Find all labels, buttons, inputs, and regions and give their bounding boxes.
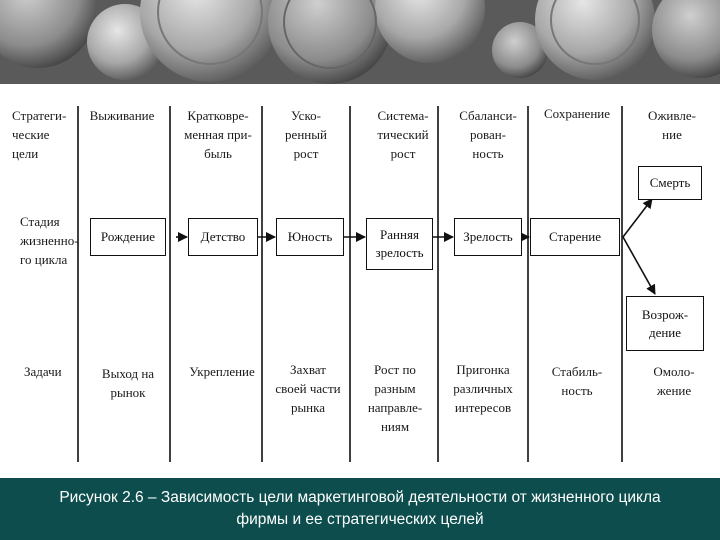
arrow-rebirth bbox=[623, 237, 655, 294]
stage-youth-box: Юность bbox=[276, 218, 344, 256]
stage-rebirth-box: Возрож- дение bbox=[626, 296, 704, 351]
figure-caption bbox=[0, 478, 720, 540]
goal-accelerated-growth: Уско- ренный рост bbox=[285, 108, 327, 161]
separator-band bbox=[0, 462, 720, 478]
stage-aging-box: Старение bbox=[530, 218, 620, 256]
stage-header: Стадия жизненно- го цикла bbox=[20, 214, 79, 267]
stage-childhood-box: Детство bbox=[188, 218, 258, 256]
lifecycle-diagram bbox=[0, 84, 720, 462]
arrow-death bbox=[623, 199, 652, 237]
task-strengthening: Укрепление bbox=[189, 364, 255, 379]
goal-short-profit: Кратковре- менная при- быль bbox=[184, 108, 252, 161]
task-stability: Стабиль- ность bbox=[551, 364, 603, 398]
goal-preservation: Сохранение bbox=[543, 106, 611, 121]
goal-balance: Сбаланси- рован- ность bbox=[459, 108, 517, 161]
caption-line-1: Рисунок 2.6 – Зависимость цели маркетинговой деятельности от жизненного цикла bbox=[59, 489, 661, 506]
task-rejuvenation: Омоло- жение bbox=[653, 364, 695, 398]
task-market-capture: Захват своей части рынка bbox=[275, 362, 341, 415]
goal-revival: Оживле- ние bbox=[648, 108, 696, 142]
task-header: Задачи bbox=[24, 364, 62, 379]
stage-early-maturity-box: Ранняя зрелость bbox=[366, 218, 433, 270]
goal-header: Стратеги- ческие цели bbox=[12, 108, 67, 161]
stage-death-box: Смерть bbox=[638, 166, 702, 200]
caption-line-2: фирмы и ее стратегических целей bbox=[236, 511, 484, 528]
coins-image bbox=[0, 0, 720, 84]
task-interest-alignment: Пригонка различных интересов bbox=[453, 362, 513, 415]
goal-systematic-growth: Система- тический рост bbox=[377, 108, 429, 161]
goal-survival: Выживание bbox=[89, 108, 155, 123]
stage-maturity-box: Зрелость bbox=[454, 218, 522, 256]
stage-birth-box: Рождение bbox=[90, 218, 166, 256]
diagram-lines bbox=[0, 84, 720, 462]
task-market-entry: Выход на рынок bbox=[101, 366, 155, 400]
task-diversification: Рост по разным направле- ниям bbox=[367, 362, 423, 434]
coins-photo bbox=[0, 0, 720, 84]
